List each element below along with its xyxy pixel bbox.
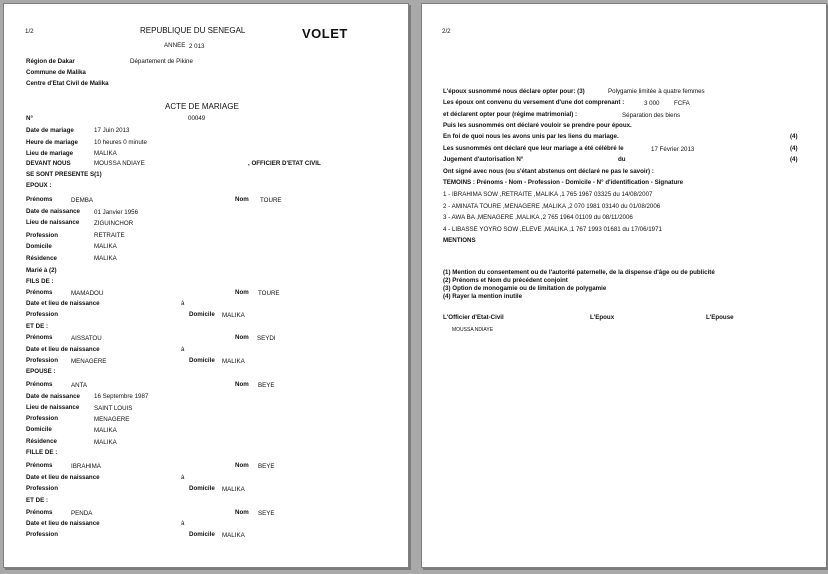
regime-value: Séparation des biens xyxy=(622,112,681,119)
epoux-date-naissance-label: Date de naissance xyxy=(26,208,80,215)
footnote: (1) Mention du consentement ou de l'autorité paternelle, de la dispense d'âge ou de publicité xyxy=(443,269,715,276)
officier-signature-label: L'Officier d'Etat-Civil xyxy=(443,314,504,321)
epouse-residence-label: Résidence xyxy=(26,438,57,445)
fille-de: FILLE DE : xyxy=(26,449,58,456)
epouse-profession: MENAGERE xyxy=(94,416,130,423)
lieu-mariage-value: MALIKA xyxy=(94,150,117,157)
temoin-item: 4 - LIBASSE YOYRO SOW ,ELEVE ,MALIKA ,1 767 1993 01681 du 17/06/1971 xyxy=(443,226,662,233)
mere2-domicile-label: Domicile xyxy=(189,531,215,538)
epouse-nom-label: Nom xyxy=(235,381,249,388)
epoux-nom: TOURE xyxy=(260,197,282,204)
mere2-prenoms: PENDA xyxy=(71,510,93,517)
page-number: 1/2 xyxy=(25,28,34,35)
mere1-domicile-label: Domicile xyxy=(189,357,215,364)
no-value: 00049 xyxy=(188,115,206,122)
epouse-date-naissance-label: Date de naissance xyxy=(26,393,80,400)
epouse-residence: MALIKA xyxy=(94,439,117,446)
pere2-prenoms-label: Prénoms xyxy=(26,462,53,469)
dot-amount: 3 000 xyxy=(644,100,660,107)
mere1-nom: SEYDI xyxy=(257,335,276,342)
heure-value: 10 heures 0 minute xyxy=(94,139,147,146)
pere2-nom: BEYE xyxy=(258,463,275,470)
epouse-prenoms-label: Prénoms xyxy=(26,381,53,388)
mere2-date-lieu-label: Date et lieu de naissance xyxy=(26,520,100,527)
epouse-nom: BEYE xyxy=(258,382,275,389)
celebre-label: Les susnommés ont déclaré que leur mariage a été célébré le xyxy=(443,145,624,152)
acte-title: ACTE DE MARIAGE xyxy=(165,102,239,111)
pere1-nom-label: Nom xyxy=(235,289,249,296)
option-value: Polygamie limitée à quatre femmes xyxy=(608,88,705,95)
volet-heading: VOLET xyxy=(302,26,348,41)
epoux-residence: MALIKA xyxy=(94,255,117,262)
epouse-domicile-label: Domicile xyxy=(26,426,52,433)
epouse-lieu-naissance: SAINT LOUIS xyxy=(94,405,133,412)
note-marker-4a: (4) xyxy=(790,133,798,140)
epoux-lieu-naissance-label: Lieu de naissance xyxy=(26,219,80,226)
signe-label: Ont signé avec nous (ou s'étant abstenus ont déclaré ne pas le savoir) : xyxy=(443,168,654,175)
epoux-lieu-naissance: ZIGUINCHOR xyxy=(94,220,134,227)
epoux-profession: RETRAITE xyxy=(94,232,125,239)
annee-value: 2 013 xyxy=(189,43,205,50)
et-de-1: ET DE : xyxy=(26,323,49,330)
pere2-a: à xyxy=(181,474,185,481)
temoin-item: 1 - IBRAHIMA SOW ,RETRAITE ,MALIKA ,1 765 1967 03325 du 14/08/2007 xyxy=(443,191,653,198)
mere2-a: à xyxy=(181,520,185,527)
date-mariage-value: 17 Juin 2013 xyxy=(94,127,130,134)
epoux-header: EPOUX : xyxy=(26,182,52,189)
pere2-domicile-label: Domicile xyxy=(189,485,215,492)
epoux-prenoms: DEMBA xyxy=(71,197,94,204)
dot-currency: FCFA xyxy=(674,100,690,107)
epouse-prenoms: ANTA xyxy=(71,382,88,389)
foi-line: En foi de quoi nous les avons unis par les liens du mariage. xyxy=(443,133,619,140)
mentions-label: MENTIONS xyxy=(443,237,476,244)
mere2-nom: SEYE xyxy=(258,510,275,517)
volonte-line: Puis les susnommés ont déclaré vouloir se prendre pour époux. xyxy=(443,122,632,129)
pere1-profession-label: Profession xyxy=(26,311,58,318)
commune: Commune de Malika xyxy=(26,69,86,76)
region: Région de Dakar xyxy=(26,58,75,65)
pere2-date-lieu-label: Date et lieu de naissance xyxy=(26,474,100,481)
lieu-mariage-label: Lieu de mariage xyxy=(26,150,74,157)
no-label: N° xyxy=(26,115,33,122)
mere2-domicile: MALIKA xyxy=(222,532,245,539)
officier-name: MOUSSA NDIAYE xyxy=(452,327,494,333)
epouse-domicile: MALIKA xyxy=(94,427,117,434)
republic-heading: REPUBLIQUE DU SENEGAL xyxy=(140,26,246,35)
epouse-date-naissance: 16 Septembre 1987 xyxy=(94,393,149,400)
presente-line: SE SONT PRESENTE S(1) xyxy=(26,171,102,178)
option-label: L'époux susnommé nous déclare opter pour: (3) xyxy=(443,88,585,95)
marie-a: Marié à (2) xyxy=(26,267,57,274)
note-marker-4c: (4) xyxy=(790,156,798,163)
epoux-signature-label: L'Epoux xyxy=(590,314,615,321)
temoin-item: 3 - AWA BA ,MENAGERE ,MALIKA ,2 765 1964 01109 du 08/11/2006 xyxy=(443,214,633,221)
page-number: 2/2 xyxy=(442,28,451,35)
mere1-nom-label: Nom xyxy=(235,334,249,341)
pere1-date-lieu-label: Date et lieu de naissance xyxy=(26,300,100,307)
et-de-2: ET DE : xyxy=(26,497,49,504)
jugement-label: Jugement d'autorisation N° xyxy=(443,156,524,163)
note-marker-4b: (4) xyxy=(790,145,798,152)
departement: Département de Pikine xyxy=(130,58,193,65)
epouse-lieu-naissance-label: Lieu de naissance xyxy=(26,404,80,411)
officier-title: , OFFICIER D'ETAT CIVIL xyxy=(248,160,321,167)
annee-label: ANNEE xyxy=(164,42,186,49)
heure-label: Heure de mariage xyxy=(26,139,78,146)
celebre-date: 17 Février 2013 xyxy=(651,146,695,153)
fils-de: FILS DE : xyxy=(26,278,54,285)
mere1-prenoms: AISSATOU xyxy=(71,335,102,342)
document-page-2 xyxy=(421,3,827,568)
mere2-profession-label: Profession xyxy=(26,531,58,538)
mere1-a: à xyxy=(181,346,185,353)
epoux-prenoms-label: Prénoms xyxy=(26,196,53,203)
mere2-nom-label: Nom xyxy=(235,509,249,516)
epoux-date-naissance: 01 Janvier 1956 xyxy=(94,209,139,216)
pere2-profession-label: Profession xyxy=(26,485,58,492)
devant-value: MOUSSA NDIAYE xyxy=(94,160,145,167)
pere1-prenoms-label: Prénoms xyxy=(26,289,53,296)
document-page-1 xyxy=(3,3,409,568)
pere2-nom-label: Nom xyxy=(235,462,249,469)
regime-label: et déclarent opter pour (régime matrimonial) : xyxy=(443,111,578,118)
pere2-prenoms: IBRAHIMA xyxy=(71,463,101,470)
footnote: (4) Rayer la mention inutile xyxy=(443,293,523,300)
pere2-domicile: MALIKA xyxy=(222,486,245,493)
pere1-a: à xyxy=(181,300,185,307)
epoux-profession-label: Profession xyxy=(26,232,58,239)
epoux-nom-label: Nom xyxy=(235,196,249,203)
date-mariage-label: Date de mariage xyxy=(26,127,74,134)
du-label: du xyxy=(618,156,626,163)
pere1-domicile: MALIKA xyxy=(222,312,245,319)
mere1-profession: MENAGERE xyxy=(71,358,107,365)
pere1-prenoms: MAMADOU xyxy=(71,290,104,297)
epoux-domicile: MALIKA xyxy=(94,243,117,250)
mere1-domicile: MALIKA xyxy=(222,358,245,365)
temoin-item: 2 - AMINATA TOURE ,MENAGERE ,MALIKA ,2 070 1981 03140 du 01/08/2006 xyxy=(443,203,661,210)
dot-label: Les époux ont convenu du versement d'une dot comprenant : xyxy=(443,99,625,106)
mere1-profession-label: Profession xyxy=(26,357,58,364)
temoins-label: TEMOINS : Prénoms - Nom - Profession - Domicile - N° d'identification - Signature xyxy=(443,179,684,186)
mere1-prenoms-label: Prénoms xyxy=(26,334,53,341)
epoux-residence-label: Résidence xyxy=(26,255,57,262)
mere2-prenoms-label: Prénoms xyxy=(26,509,53,516)
footnote: (2) Prénoms et Nom du précédent conjoint xyxy=(443,277,568,284)
centre: Centre d'Etat Civil de Malika xyxy=(26,80,109,87)
footnote: (3) Option de monogamie ou de limitation de polygamie xyxy=(443,285,607,292)
epouse-signature-label: L'Epouse xyxy=(706,314,734,321)
epouse-header: EPOUSE : xyxy=(26,368,56,375)
epouse-profession-label: Profession xyxy=(26,415,58,422)
pere1-nom: TOURE xyxy=(258,290,280,297)
devant-label: DEVANT NOUS xyxy=(26,160,71,167)
pere1-domicile-label: Domicile xyxy=(189,311,215,318)
epoux-domicile-label: Domicile xyxy=(26,243,52,250)
mere1-date-lieu-label: Date et lieu de naissance xyxy=(26,346,100,353)
